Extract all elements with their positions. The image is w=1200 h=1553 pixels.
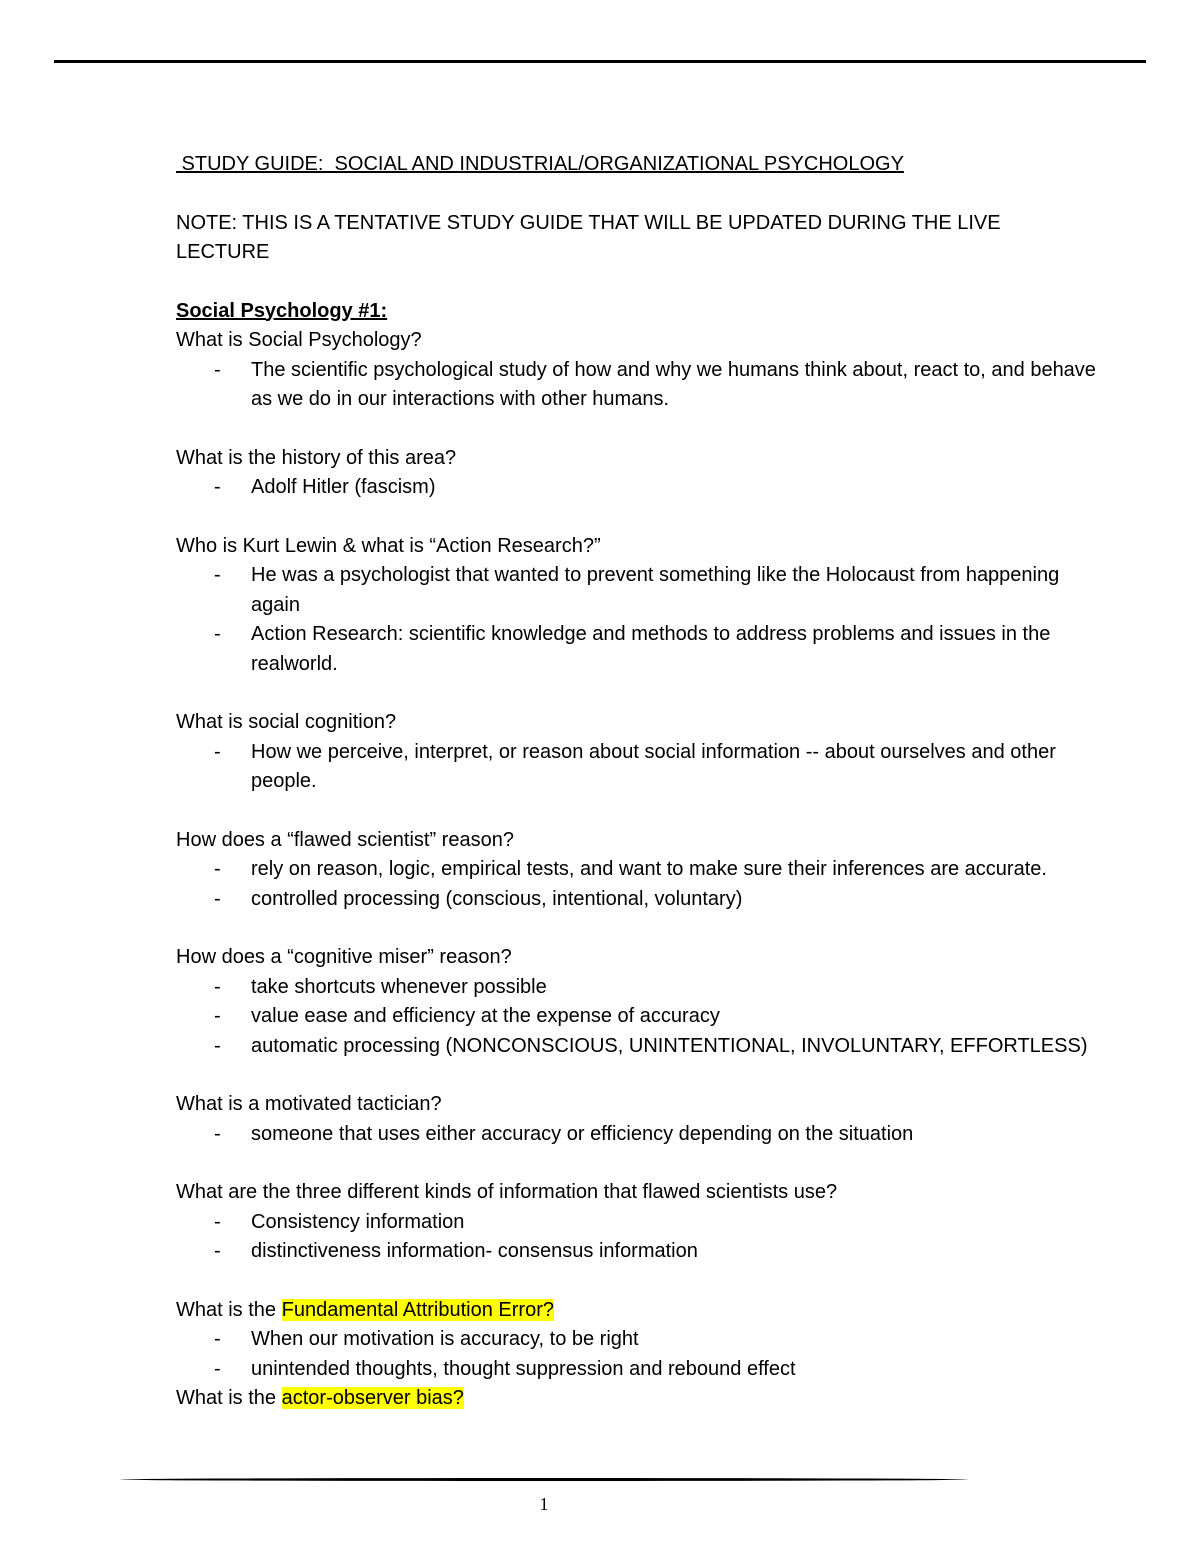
highlighted-term: actor-observer bias? xyxy=(281,1387,464,1409)
question: What is Social Psychology? xyxy=(176,329,422,351)
answer-list xyxy=(176,1120,1096,1150)
answer-bullet: - The scientific psychological study of how and why we humans think about, react to, and behave as we do in our interactions with other humans. xyxy=(214,356,1096,415)
answer-bullet: - Consistency information xyxy=(214,1208,1096,1238)
qa-block xyxy=(176,826,1096,915)
question: How does a “cognitive miser” reason? xyxy=(176,946,512,968)
footer-rule xyxy=(120,1476,968,1482)
question-prefix: What is the xyxy=(176,1298,282,1321)
answer-bullet: - How we perceive, interpret, or reason about social information -- about ourselves and other people. xyxy=(214,738,1096,797)
qa-block xyxy=(176,532,1096,680)
answer-bullet: - distinctiveness information- consensus information xyxy=(214,1237,1096,1267)
answer-bullet: - When our motivation is accuracy, to be right xyxy=(214,1325,1096,1355)
qa-block xyxy=(176,444,1096,503)
header-rule xyxy=(54,60,1146,63)
section-heading: Social Psychology #1: xyxy=(176,299,388,322)
answer-bullet: - unintended thoughts, thought suppression and rebound effect xyxy=(214,1355,1096,1385)
answer-bullet: - rely on reason, logic, empirical tests, and want to make sure their inferences are accurate. xyxy=(214,855,1096,885)
answer-bullet: - automatic processing (NONCONSCIOUS, UNINTENTIONAL, INVOLUNTARY, EFFORTLESS) xyxy=(214,1032,1096,1062)
qa-block xyxy=(176,708,1096,797)
question: What is social cognition? xyxy=(176,711,397,733)
qa-block xyxy=(176,1296,1096,1385)
question: What are the three different kinds of information that flawed scientists use? xyxy=(176,1181,838,1203)
answer-bullet: - Action Research: scientific knowledge and methods to address problems and issues in the realworld. xyxy=(214,620,1096,679)
answer-bullet: - He was a psychologist that wanted to prevent something like the Holocaust from happening again xyxy=(214,561,1096,620)
answer-bullet: - value ease and efficiency at the expense of accuracy xyxy=(214,1002,1096,1032)
answer-bullet: - someone that uses either accuracy or efficiency depending on the situation xyxy=(214,1120,1096,1150)
question xyxy=(176,1296,1096,1326)
document-body xyxy=(176,150,1096,1414)
answer-list xyxy=(176,473,1096,503)
document-title: STUDY GUIDE: SOCIAL AND INDUSTRIAL/ORGANIZATIONAL PSYCHOLOGY xyxy=(176,153,904,175)
question: What is a motivated tactician? xyxy=(176,1093,442,1115)
question: What is the history of this area? xyxy=(176,446,457,469)
answer-bullet: - controlled processing (conscious, intentional, voluntary) xyxy=(214,885,1096,915)
qa-block xyxy=(176,1090,1096,1149)
answer-bullet: - take shortcuts whenever possible xyxy=(214,973,1096,1003)
answer-bullet: - Adolf Hitler (fascism) xyxy=(214,473,1096,503)
answer-list xyxy=(176,738,1096,797)
answer-list xyxy=(176,973,1096,1062)
qa-block xyxy=(176,943,1096,1061)
answer-list xyxy=(176,855,1096,914)
highlighted-term: Fundamental Attribution Error? xyxy=(281,1298,554,1321)
answer-list xyxy=(176,561,1096,679)
answer-list xyxy=(176,356,1096,415)
question xyxy=(176,1384,1096,1414)
page-number: 1 xyxy=(539,1494,549,1514)
answer-list xyxy=(176,1325,1096,1384)
question: Who is Kurt Lewin & what is “Action Research?” xyxy=(176,534,601,557)
qa-block xyxy=(176,1178,1096,1267)
tentative-note: NOTE: THIS IS A TENTATIVE STUDY GUIDE THAT WILL BE UPDATED DURING THE LIVE LECTURE xyxy=(176,211,1001,263)
qa-block xyxy=(176,326,1096,415)
answer-list xyxy=(176,1208,1096,1267)
question: How does a “flawed scientist” reason? xyxy=(176,828,514,851)
question-prefix: What is the xyxy=(176,1387,282,1409)
